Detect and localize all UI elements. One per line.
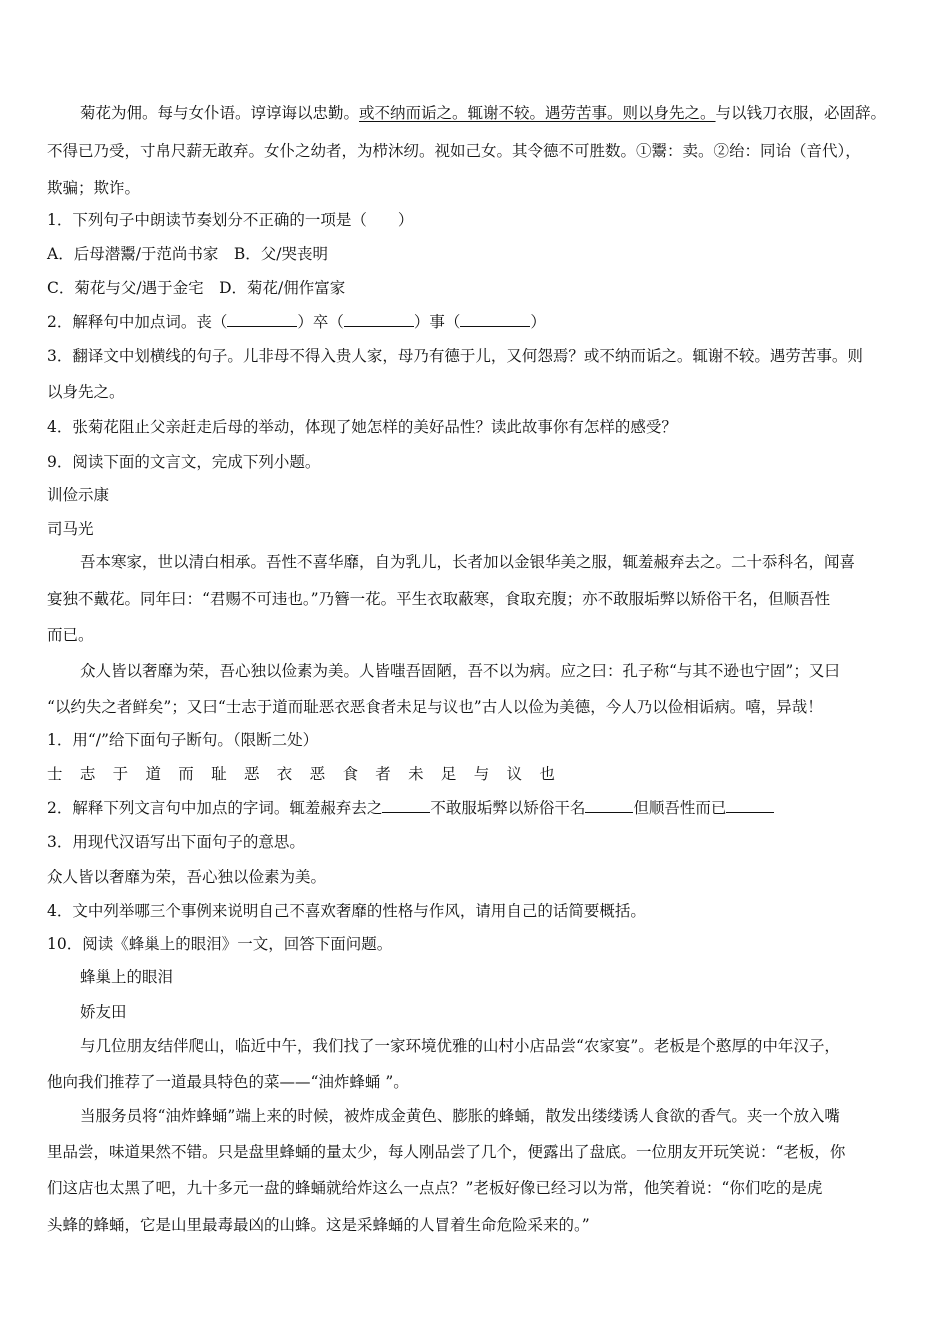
- passage1-paragraph-line-3: 欺骗；欺诈。: [47, 179, 141, 197]
- passage3-paragraph-1-line-1: 与几位朋友结伴爬山，临近中午，我们找了一家环境优雅的山村小店品尝“农家宴”。老板是个憨厚的中年汉子，: [80, 1037, 840, 1055]
- passage-author: 娇友田: [80, 1003, 127, 1021]
- answer-blank[interactable]: [227, 312, 297, 327]
- question-1: 1．用“/”给下面句子断句。（限断二处）: [47, 731, 319, 749]
- question-2: [47, 312, 910, 332]
- section-10-intro: 10．阅读《蜂巢上的眼泪》一文，回答下面问题。: [47, 935, 393, 953]
- text-segment: 菊花为佣。每与女仆语。谆谆诲以忠勤。: [80, 104, 360, 122]
- passage2-paragraph-2-line-1: 众人皆以奢靡为荣，吾心独以俭素为美。人皆嗤吾固陋，吾不以为病。应之曰：孔子称“与其不逊也宁固”；又曰: [80, 662, 840, 680]
- text-segment: ）: [530, 313, 546, 331]
- text-segment: 不敢服垢弊以矫俗干名: [430, 799, 586, 817]
- passage-title: 蜂巢上的眼泪: [80, 968, 174, 986]
- question-2: [47, 798, 910, 818]
- passage2-paragraph-1-line-1: 吾本寒家，世以清白相承。吾性不喜华靡，自为乳儿，长者加以金银华美之服，辄羞赧弃去之。二十忝科名，闻喜: [80, 553, 856, 571]
- section-9-intro: 9．阅读下面的文言文，完成下列小题。: [47, 453, 321, 471]
- text-segment: ）卒（: [297, 313, 344, 331]
- question-3: 3．用现代汉语写出下面句子的意思。: [47, 833, 305, 851]
- passage3-paragraph-1-line-2: 他向我们推荐了一道最具特色的菜——“油炸蜂蛹 ”。: [47, 1073, 409, 1091]
- question-3-line-2: 以身先之。: [47, 383, 125, 401]
- answer-blank[interactable]: [460, 312, 530, 327]
- text-segment: 与以钱刀衣服，必固辞。: [715, 104, 887, 122]
- question-4: 4．文中列举哪三个事例来说明自己不喜欢奢靡的性格与作风，请用自己的话简要概括。: [47, 902, 646, 920]
- question-1-options-ab: A．后母潜鬻/于范尚书家 B．父/哭丧明: [47, 245, 329, 263]
- text-segment: ）事（: [413, 313, 461, 331]
- passage1-paragraph-line-1: [80, 103, 910, 123]
- answer-blank[interactable]: [344, 312, 414, 327]
- text-segment: 但顺吾性而已: [633, 799, 727, 817]
- passage2-paragraph-1-line-3: 而已。: [47, 626, 94, 644]
- underlined-sentence: 或不纳而诟之。辄谢不较。遇劳苦事。则以身先之。: [359, 104, 716, 122]
- passage3-paragraph-2-line-3: 们这店也太黑了吧，九十多元一盘的蜂蛹就给炸这么一点点？”老板好像已经习以为常，他笑着说：“你们吃的是虎: [47, 1179, 823, 1197]
- question-1-options-cd: C．菊花与父/遇于金宅 D．菊花/佣作富家: [47, 279, 346, 297]
- passage-title: 训俭示康: [47, 486, 110, 504]
- passage3-paragraph-2-line-2: 里品尝，味道果然不错。只是盘里蜂蛹的量太少，每人刚品尝了几个，便露出了盘底。一位朋友开玩笑说：“老板，你: [47, 1143, 846, 1161]
- question-3-sentence: 众人皆以奢靡为荣，吾心独以俭素为美。: [47, 868, 327, 886]
- text-segment: 2．解释下列文言句中加点的字词。辄羞赧弃去之: [47, 799, 383, 817]
- text-segment: 2．解释句中加点词。丧（: [47, 313, 228, 331]
- passage2-paragraph-2-line-2: “以约失之者鲜矣”；又曰“士志于道而耻恶衣恶食者未足与议也”古人以俭为美德，今人乃以俭相诟病。嘻，异哉！: [47, 698, 823, 716]
- passage3-paragraph-2-line-4: 头蜂的蜂蛹，它是山里最毒最凶的山蜂。这是采蜂蛹的人冒着生命危险采来的。”: [47, 1216, 590, 1234]
- question-1: 1．下列句子中朗读节奏划分不正确的一项是（ ）: [47, 211, 414, 229]
- passage2-paragraph-1-line-2: 宴独不戴花。同年曰：“君赐不可违也。”乃簪一花。平生衣取蔽寒，食取充腹；亦不敢服垢弊以矫俗干名，但顺吾性: [47, 590, 831, 608]
- answer-blank[interactable]: [382, 798, 430, 813]
- passage-author: 司马光: [47, 520, 94, 538]
- question-4: 4．张菊花阻止父亲赶走后母的举动，体现了她怎样的美好品性？读此故事你有怎样的感受？: [47, 418, 677, 436]
- passage1-paragraph-line-2: 不得已乃受，寸帛尺薪无敢弃。女仆之幼者，为栉沐纫。视如己女。其令德不可胜数。①鬻：卖。②绐：同诒（音代），: [47, 142, 861, 160]
- sentence-to-punctuate: 士 志 于 道 而 耻 恶 衣 恶 食 者 未 足 与 议 也: [47, 765, 562, 783]
- passage3-paragraph-2-line-1: 当服务员将“油炸蜂蛹”端上来的时候，被炸成金黄色、膨胀的蜂蛹，散发出缕缕诱人食欲的香气。夹一个放入嘴: [80, 1107, 840, 1125]
- answer-blank[interactable]: [585, 798, 633, 813]
- answer-blank[interactable]: [726, 798, 774, 813]
- question-3-line-1: 3．翻译文中划横线的句子。儿非母不得入贵人家，母乃有德于儿，又何怨焉？或不纳而诟之。辄谢不较。遇劳苦事。则: [47, 347, 863, 365]
